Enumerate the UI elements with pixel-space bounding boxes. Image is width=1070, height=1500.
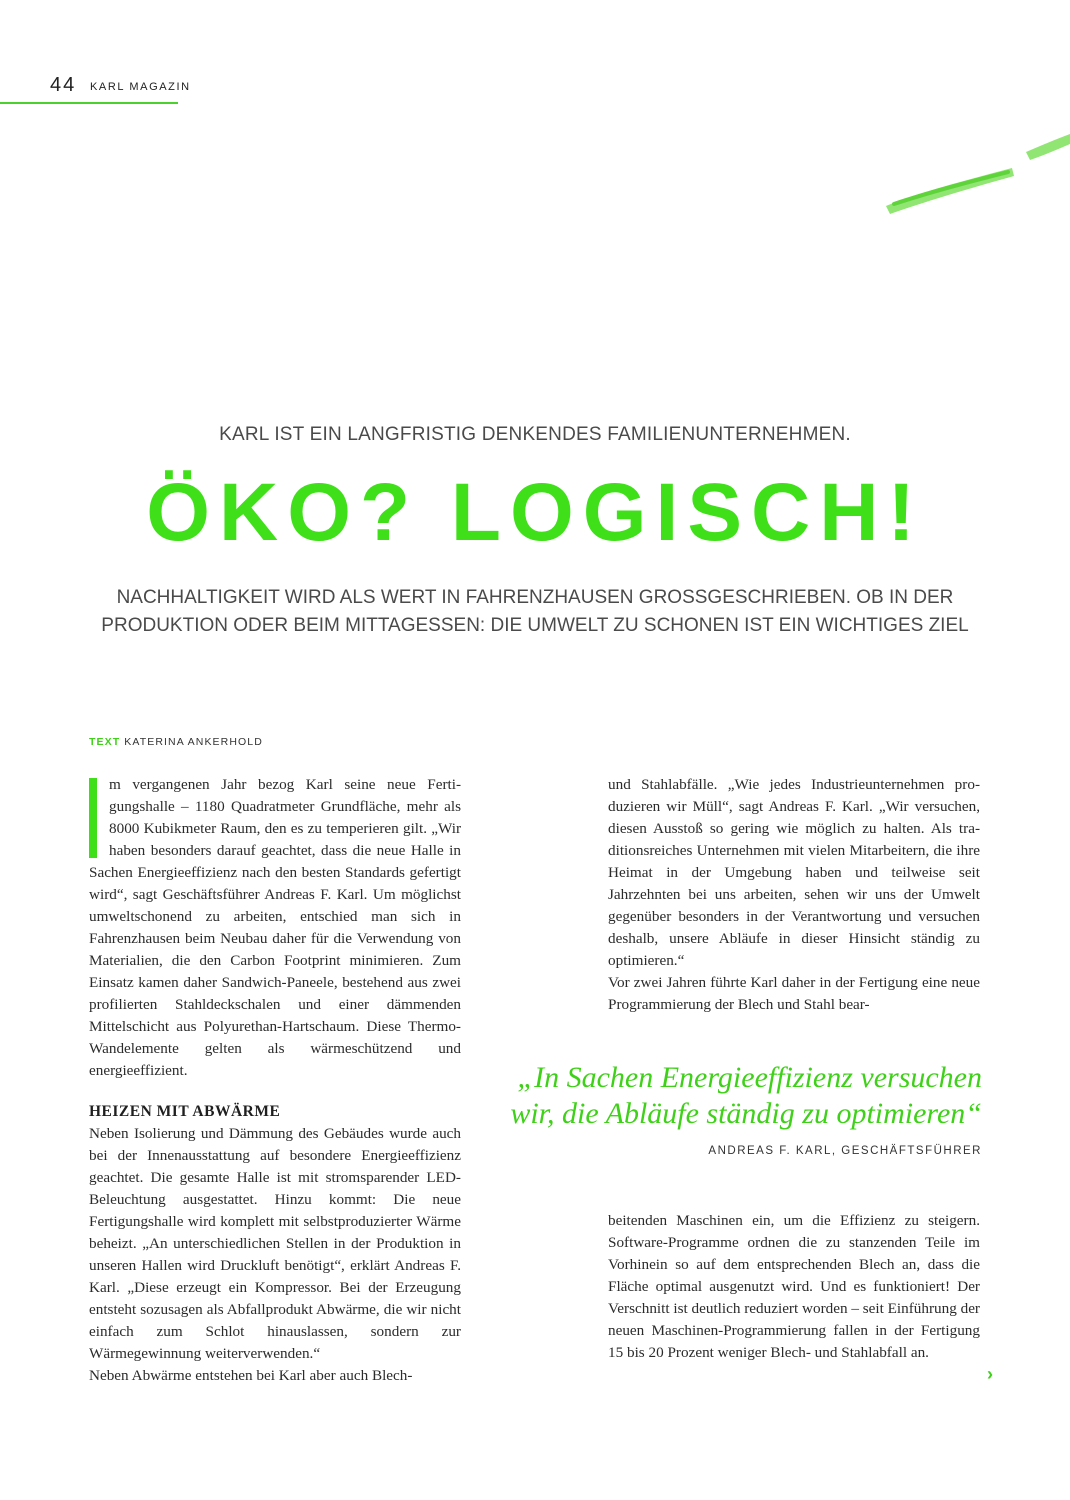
body-column-right-bottom [608,1210,980,1364]
header-rule [0,102,178,104]
article-kicker: KARL IST EIN LANGFRISTIG DENKENDES FAMILIENUNTERNEHMEN. [219,424,851,445]
body-column-right-top [608,774,980,1016]
section-subhead: HEIZEN MIT ABWÄRME [89,1103,281,1120]
body-column-left [89,774,461,1387]
pull-quote-attribution: ANDREAS F. KARL, GESCHÄFTSFÜHRER [708,1145,982,1157]
page-number: 44 [50,74,77,96]
magazine-name: KARL MAGAZIN [90,81,191,93]
green-brush-stroke-decoration [880,120,1070,220]
body-paragraph: beitenden Maschinen ein, um die Effizienz zu steigern. Software-Programme ordnen die zu stanzenden Teile im Vorhinein so auf dem entsprechenden Blech an, dass die Fläche optimal ausgenutzt wird. Und es funktioniert! Der Verschnitt ist deutlich reduziert worden – seit Einführung der neuen Maschinen-Programmierung fallen in der Fertigung 15 bis 20 Prozent weniger Blech- und Stahlabfall an. [608,1212,980,1361]
byline-author: KATERINA ANKERHOLD [124,736,263,748]
byline [89,736,263,748]
article-headline: ÖKO? LOGISCH! [146,467,924,558]
body-paragraph: Neben Isolierung und Dämmung des Gebäudes wurde auch bei der Innenausstattung auf besondere Energieeffizienz geachtet. Die gesamte Halle ist mit stromsparender LED-Beleuchtung ausgestattet. Hinzu kommt: Die neue Fertigungshalle wird komplett mit selbstproduzierter Wärme beheizt. „An unterschiedlichen Stellen in der Produktion in unseren Hallen wird Druckluft benötigt“, erklärt Andreas F. Karl. „Diese erzeugt ein Kompressor. Bei der Erzeugung entsteht sozusagen als Abfallprodukt Abwärme, die wir nicht einfach zum Schlot hinauslassen, sondern zur Wärmegewinnung weiterverwenden.“ [89,1125,461,1362]
byline-label: TEXT [89,736,121,748]
continue-arrow-icon: › [987,1364,993,1384]
article-dek: NACHHALTIGKEIT WIRD ALS WERT IN FAHRENZHAUSEN GROSSGESCHRIEBEN. OB IN DER PRODUKTION ODER BEIM MITTAGESSEN: DIE UMWELT ZU SCHONEN IST EIN WICHTIGES ZIEL [101,587,969,636]
body-paragraph: m vergangenen Jahr bezog Karl seine neue Fertigungshalle – 1180 Quadratmeter Grundfläche, mehr als 8000 Kubikmeter Raum, den es zu temperieren gilt. „Wir haben besonders darauf geachtet, dass die neue Halle in Sachen Energieeffizienz nach den besten Standards gefertigt wird“, sagt Geschäftsführer Andreas F. Karl. Um möglichst umweltschonend zu arbeiten, entschied man sich in Fahrenzhausen beim Neubau daher für die Verwendung von Materialien, die den Carbon Footprint minimieren. Zum Einsatz kamen daher Sandwich-Paneele, bestehend aus zwei profilierten Stahldeckschalen und einer dämmenden Mittelschicht aus Polyurethan-Hartschaum. Diese Thermo-Wandelemente gelten als wärmeschützend und energieeffizient. [89,776,461,1079]
body-paragraph: Vor zwei Jahren führte Karl daher in der Fertigung eine neue Programmierung der Blech und Stahl bear- [608,974,980,1013]
body-paragraph: Neben Abwärme entstehen bei Karl aber auch Blech- [89,1367,413,1384]
drop-cap-bar [89,778,97,858]
pull-quote: „In Sachen Energieeffizienz versuchen wir, die Abläufe ständig zu optimieren“ [510,1061,982,1130]
body-paragraph: und Stahlabfälle. „Wie jedes Industrieunternehmen produzieren wir Müll“, sagt Andreas F. Karl. „Wir versuchen, diesen Ausstoß so gering wie möglich zu halten. Als traditionsreiches Unternehmen mit vielen Mitarbeitern, die ihre Heimat in der Umgebung haben und teilweise seit Jahrzehnten bei uns arbeiten, sehen wir uns der Umwelt gegenüber besonders in der Verantwortung und versuchen deshalb, unsere Abläufe in dieser Hinsicht ständig zu optimieren.“ [608,776,980,969]
